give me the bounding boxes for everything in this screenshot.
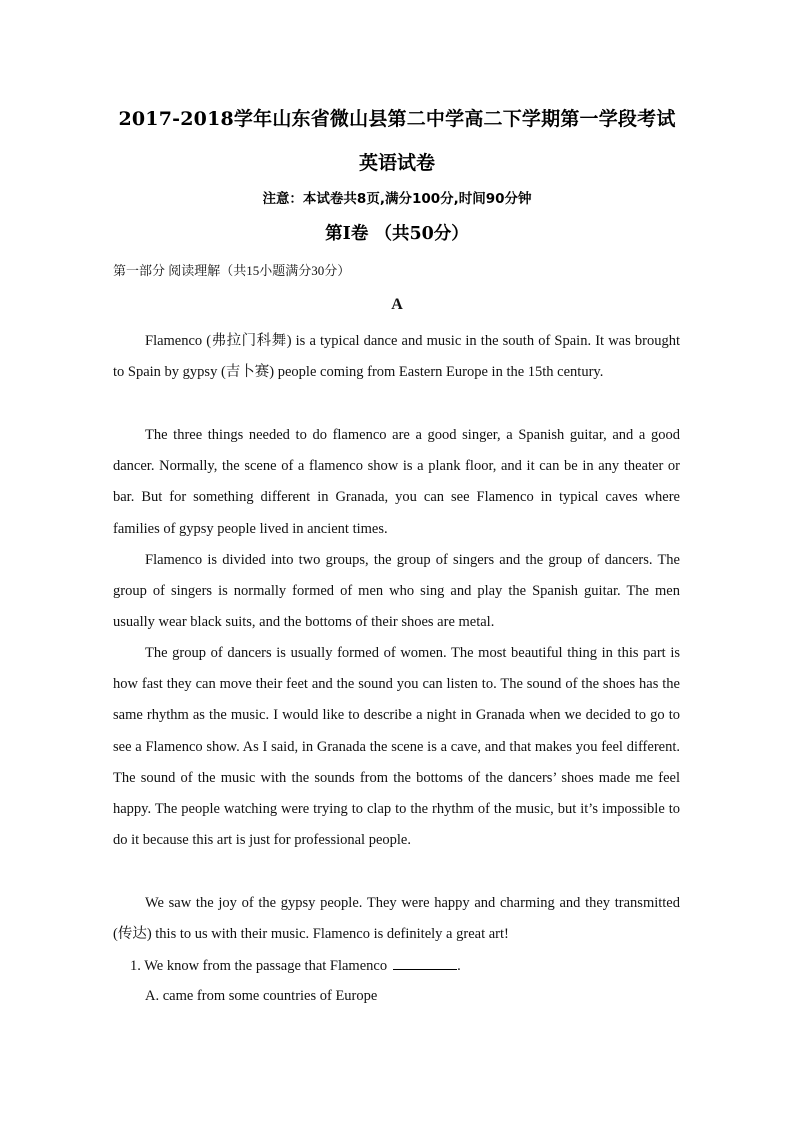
volume-heading: 第Ⅰ卷 （共50分） xyxy=(325,224,469,244)
exam-subject: 英语试卷 xyxy=(358,152,435,174)
passage-paragraph: Flamenco (弗拉门科舞) is a typical dance and music in the south of Spain. It was brought to Spain by gypsy (吉卜赛) people coming from Eastern Europe in the 15th century. xyxy=(113,333,680,381)
passage-paragraph: Flamenco is divided into two groups, the group of singers and the group of dancers. The group of singers is normally formed of men who sing and play the Spanish guitar. The men usually wear black suits, and the bottoms of their shoes are metal. xyxy=(113,552,680,631)
question-1 xyxy=(130,957,461,975)
passage-paragraph: We saw the joy of the gypsy people. They were happy and charming and they transmitted (传达) this to us with their music. Flamenco is definitely a great art! xyxy=(113,895,680,943)
answer-blank xyxy=(393,957,457,970)
question-1-option-a: A. came from some countries of Europe xyxy=(145,988,378,1004)
question-period: . xyxy=(457,958,461,974)
passage-paragraph: The three things needed to do flamenco are a good singer, a Spanish guitar, and a good dancer. Normally, the scene of a flamenco show is a plank floor, and it can be in any theater or bar. But for something different in Granada, you can see Flamenco in typical caves where families of gypsy people lived in ancient times. xyxy=(113,427,680,537)
exam-title: 2017-2018学年山东省微山县第二中学高二下学期第一学段考试 xyxy=(118,108,676,130)
exam-note: 注意：本试卷共8页,满分100分,时间90分钟 xyxy=(262,191,532,207)
part-label: 第一部分 阅读理解（共15小题满分30分） xyxy=(113,263,351,278)
question-stem: 1. We know from the passage that Flamenco xyxy=(130,958,388,974)
passage-label: A xyxy=(391,296,403,313)
passage-paragraph: The group of dancers is usually formed of women. The most beautiful thing in this part is how fast they can move their feet and the sound you can listen to. The sound of the shoes has the same rhythm as the music. I would like to describe a night in Granada when we decided to go to see a Flamenco show. As I said, in Granada the scene is a cave, and that makes you feel different. The sound of the music with the sounds from the bottoms of the dancers’ shoes made me feel happy. The people watching were trying to clap to the rhythm of the music, but it’s impossible to do it because this art is just for professional people. xyxy=(113,645,680,849)
